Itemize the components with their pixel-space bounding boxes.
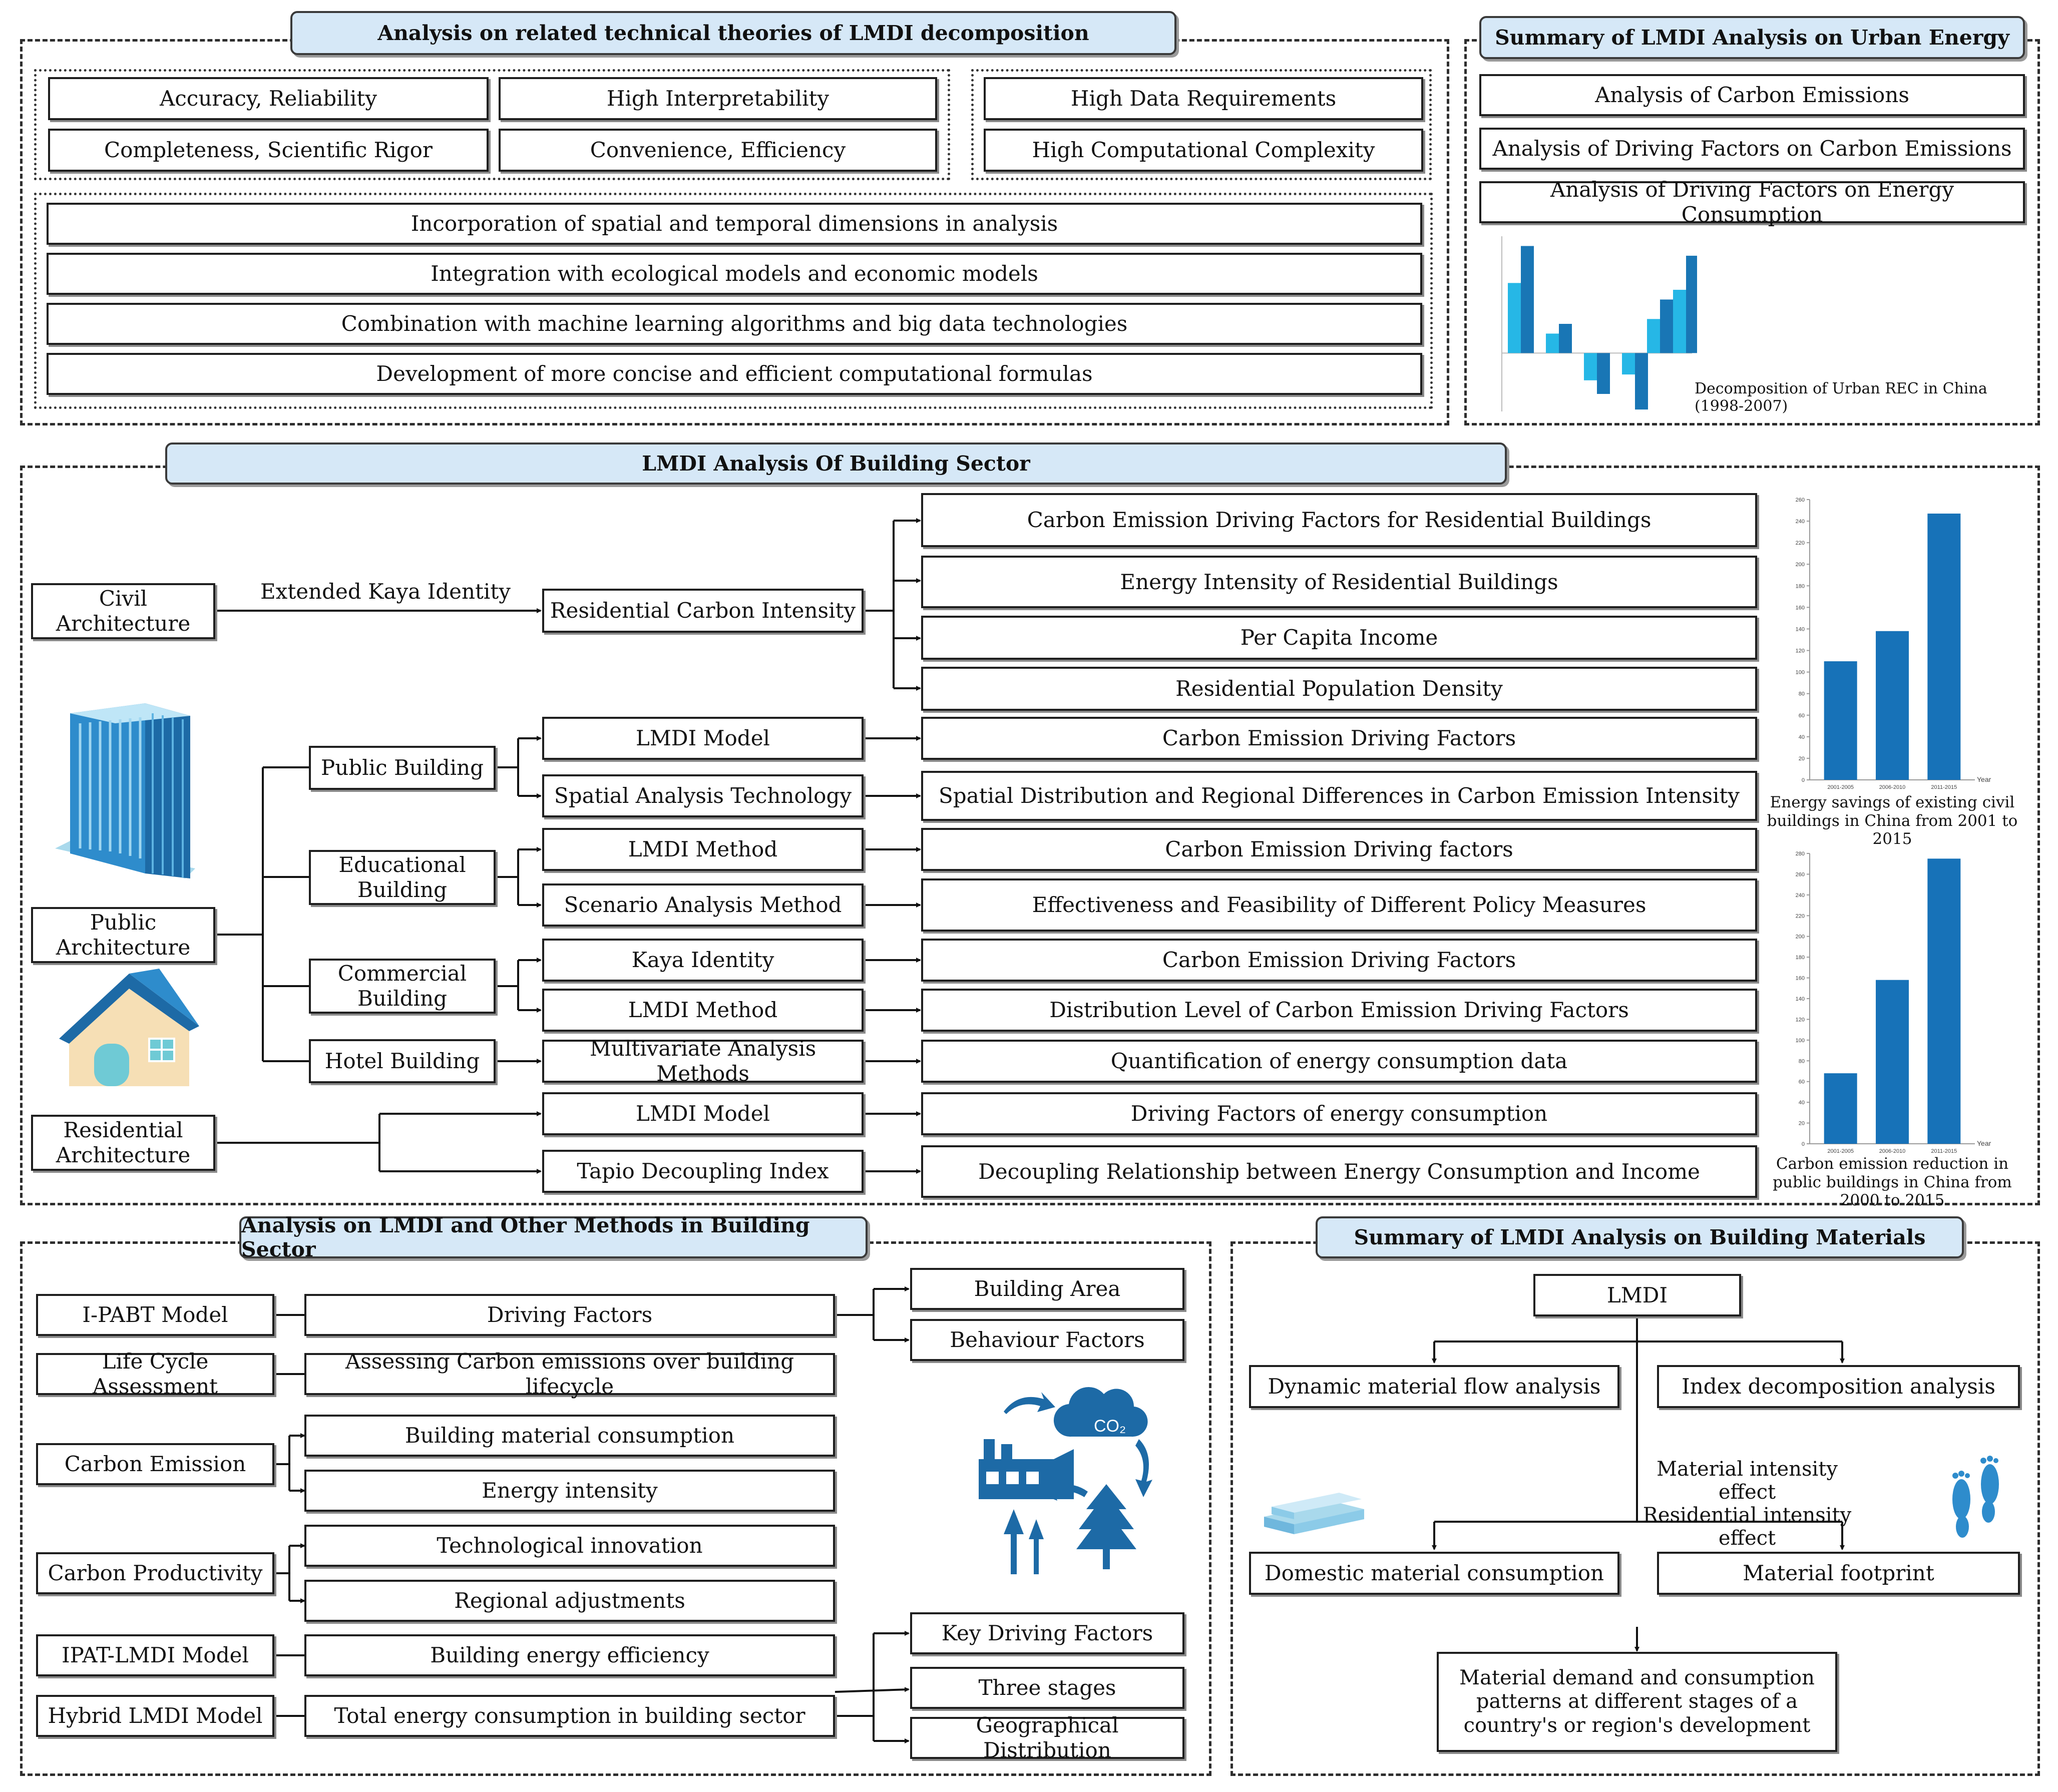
outcome-node: Driving Factors of energy consumption	[921, 1092, 1757, 1135]
x-tick-label: 2006-2010	[1879, 1148, 1906, 1154]
ida-node: Index decomposition analysis	[1657, 1365, 2020, 1408]
y-tick-label: 140	[1795, 996, 1805, 1002]
carbon-reduction-caption: Carbon emission reduction in public buildings in China from 2000 to 2015	[1773, 1155, 2012, 1210]
header-other-methods: Analysis on LMDI and Other Methods in Building Sector	[239, 1216, 868, 1258]
method-node: LMDI Method	[542, 989, 864, 1032]
building-type-node: Educational Building	[309, 850, 496, 905]
y-tick-label: 40	[1798, 734, 1805, 740]
dmc-node: Domestic material consumption	[1249, 1552, 1619, 1595]
bar	[1622, 353, 1635, 374]
header-building-materials: Summary of LMDI Analysis on Building Materials	[1316, 1216, 1964, 1258]
intensity-effects-label	[1642, 1458, 1852, 1550]
future-direction-item: Incorporation of spatial and temporal dimensions in analysis	[47, 203, 1422, 245]
x-axis-label: Year	[1977, 1139, 1991, 1147]
method-node: Tapio Decoupling Index	[542, 1150, 864, 1193]
outcome-node: Carbon Emission Driving factors	[921, 828, 1757, 871]
disadvantage-item: High Computational Complexity	[984, 129, 1423, 172]
bar	[1824, 661, 1857, 780]
residential-carbon-intensity-node: Residential Carbon Intensity	[542, 589, 864, 633]
y-tick-label: 180	[1795, 955, 1805, 961]
method-right-node: Building Area	[910, 1268, 1184, 1310]
advantage-item: High Interpretability	[499, 77, 937, 120]
dmfa-node: Dynamic material flow analysis	[1249, 1365, 1619, 1408]
bar	[1559, 324, 1572, 353]
future-direction-item: Integration with ecological models and economic models	[47, 253, 1422, 295]
method-node: LMDI Model	[542, 1092, 864, 1135]
office-building-illustration	[40, 703, 200, 888]
x-tick-label: 2006-2010	[1879, 784, 1906, 790]
urban-energy-item: Analysis of Driving Factors on Carbon Emissions	[1479, 128, 2025, 170]
x-tick-label: 2001-2005	[1827, 1148, 1854, 1154]
bar	[1660, 299, 1673, 353]
outcome-node: Carbon Emission Driving Factors	[921, 717, 1757, 760]
y-tick-label: 260	[1795, 871, 1805, 878]
method-middle-node: Building material consumption	[304, 1415, 835, 1457]
rci-target: Residential Population Density	[921, 667, 1757, 711]
outcome-node: Quantification of energy consumption data	[921, 1040, 1757, 1083]
method-node: Spatial Analysis Technology	[542, 774, 864, 817]
y-tick-label: 100	[1795, 669, 1805, 676]
y-tick-label: 260	[1795, 497, 1805, 503]
y-tick-label: 120	[1795, 648, 1805, 654]
bar	[1508, 283, 1521, 353]
method-node: LMDI Model	[542, 717, 864, 760]
y-tick-label: 120	[1795, 1017, 1805, 1023]
urban-rec-chart	[1487, 231, 1697, 416]
method-node: LMDI Method	[542, 828, 864, 871]
y-tick-label: 20	[1798, 755, 1805, 762]
outcome-node: Distribution Level of Carbon Emission Driving Factors	[921, 989, 1757, 1032]
material-stack-illustration	[1259, 1487, 1367, 1537]
method-middle-node: Building energy efficiency	[304, 1634, 835, 1676]
house-illustration	[54, 969, 204, 1099]
future-direction-item: Combination with machine learning algorithms and big data technologies	[47, 303, 1422, 345]
method-middle-node: Assessing Carbon emissions over building lifecycle	[304, 1353, 835, 1395]
outcome-node: Decoupling Relationship between Energy Consumption and Income	[921, 1145, 1757, 1198]
bar	[1686, 256, 1697, 353]
footprint-icon	[1942, 1452, 2007, 1542]
y-tick-label: 0	[1801, 1141, 1805, 1147]
method-left-node: Life Cycle Assessment	[36, 1353, 274, 1395]
y-tick-label: 140	[1795, 626, 1805, 633]
bar	[1927, 858, 1960, 1144]
method-left-node: Hybrid LMDI Model	[36, 1695, 274, 1737]
y-tick-label: 100	[1795, 1037, 1805, 1044]
bar	[1824, 1073, 1857, 1144]
urban-rec-caption: Decomposition of Urban REC in China (1998-2007)	[1695, 380, 1987, 415]
future-direction-item: Development of more concise and efficient computational formulas	[47, 353, 1422, 395]
bar	[1927, 514, 1960, 780]
method-middle-node: Driving Factors	[304, 1294, 835, 1336]
y-tick-label: 20	[1798, 1120, 1805, 1127]
bar	[1876, 980, 1909, 1144]
civil-architecture-node: Civil Architecture	[31, 583, 215, 639]
bar	[1546, 333, 1559, 353]
y-tick-label: 220	[1795, 540, 1805, 547]
y-tick-label: 160	[1795, 605, 1805, 611]
svg-text:CO₂: CO₂	[1094, 1417, 1126, 1436]
y-tick-label: 40	[1798, 1100, 1805, 1106]
extended-kaya-label: Extended Kaya Identity	[260, 579, 511, 604]
building-type-node: Commercial Building	[309, 959, 496, 1014]
y-tick-label: 200	[1795, 562, 1805, 568]
urban-energy-item: Analysis of Driving Factors on Energy Consumption	[1479, 181, 2025, 223]
x-tick-label: 2011-2015	[1931, 784, 1957, 790]
disadvantage-item: High Data Requirements	[984, 77, 1423, 120]
outcome-node: Spatial Distribution and Regional Differences in Carbon Emission Intensity	[921, 771, 1757, 821]
x-axis-label: Year	[1977, 775, 1991, 783]
rci-target: Per Capita Income	[921, 616, 1757, 660]
y-tick-label: 80	[1798, 1058, 1805, 1065]
residential-architecture-node: Residential Architecture	[31, 1115, 215, 1171]
y-tick-label: 240	[1795, 892, 1805, 899]
method-node: Scenario Analysis Method	[542, 883, 864, 927]
energy-savings-chart	[1780, 490, 2030, 790]
material-intensity-effect-text: Material intensity effect	[1657, 1458, 1838, 1504]
emission-cycle-illustration	[974, 1384, 1166, 1594]
y-tick-label: 160	[1795, 975, 1805, 982]
advantage-item: Accuracy, Reliability	[48, 77, 489, 120]
y-tick-label: 60	[1798, 1079, 1805, 1085]
header-building-sector: LMDI Analysis Of Building Sector	[165, 442, 1507, 485]
method-middle-node: Energy intensity	[304, 1470, 835, 1512]
bar	[1521, 246, 1534, 353]
x-tick-label: 2011-2015	[1931, 1148, 1957, 1154]
y-tick-label: 220	[1795, 913, 1805, 920]
material-result-node: Material demand and consumption patterns at different stages of a country's or region's development	[1437, 1652, 1837, 1752]
header-lmdi-theories: Analysis on related technical theories of LMDI decomposition	[290, 11, 1176, 55]
outcome-node: Carbon Emission Driving Factors	[921, 939, 1757, 982]
method-right-node: Geographical Distribution	[910, 1717, 1184, 1759]
y-tick-label: 60	[1798, 712, 1805, 719]
method-right-node: Behaviour Factors	[910, 1319, 1184, 1361]
method-right-node: Three stages	[910, 1667, 1184, 1709]
rci-target: Carbon Emission Driving Factors for Residential Buildings	[921, 493, 1757, 547]
y-tick-label: 280	[1795, 851, 1805, 857]
bar	[1876, 631, 1909, 780]
outcome-node: Effectiveness and Feasibility of Different Policy Measures	[921, 878, 1757, 932]
y-tick-label: 180	[1795, 583, 1805, 590]
carbon-reduction-chart	[1780, 843, 2030, 1154]
header-urban-energy: Summary of LMDI Analysis on Urban Energy	[1479, 16, 2025, 59]
method-left-node: Carbon Productivity	[36, 1552, 274, 1594]
y-tick-label: 200	[1795, 934, 1805, 940]
residential-intensity-effect-text: Residential intensity effect	[1642, 1504, 1852, 1550]
y-tick-label: 0	[1801, 777, 1805, 783]
public-architecture-node: Public Architecture	[31, 907, 215, 963]
bar	[1647, 319, 1660, 353]
bar	[1635, 353, 1648, 409]
method-left-node: Carbon Emission	[36, 1443, 274, 1485]
method-middle-node: Total energy consumption in building sector	[304, 1695, 835, 1737]
bar	[1597, 353, 1610, 394]
lmdi-node: LMDI	[1533, 1274, 1741, 1316]
method-node: Kaya Identity	[542, 939, 864, 982]
rci-target: Energy Intensity of Residential Buildings	[921, 556, 1757, 608]
method-middle-node: Technological innovation	[304, 1525, 835, 1567]
advantage-item: Convenience, Efficiency	[499, 129, 937, 172]
method-right-node: Key Driving Factors	[910, 1612, 1184, 1654]
building-type-node: Public Building	[309, 746, 496, 790]
urban-energy-item: Analysis of Carbon Emissions	[1479, 74, 2025, 116]
method-node: Multivariate Analysis Methods	[542, 1040, 864, 1083]
method-left-node: I-PABT Model	[36, 1294, 274, 1336]
energy-savings-caption: Energy savings of existing civil buildings in China from 2001 to 2015	[1767, 793, 2018, 848]
y-tick-label: 240	[1795, 519, 1805, 525]
building-type-node: Hotel Building	[309, 1039, 496, 1083]
method-middle-node: Regional adjustments	[304, 1580, 835, 1622]
x-tick-label: 2001-2005	[1827, 784, 1854, 790]
mf-node: Material footprint	[1657, 1552, 2020, 1595]
y-tick-label: 80	[1798, 691, 1805, 697]
bar	[1673, 290, 1686, 353]
advantage-item: Completeness, Scientific Rigor	[48, 129, 489, 172]
bar	[1584, 353, 1597, 380]
method-left-node: IPAT-LMDI Model	[36, 1634, 274, 1676]
